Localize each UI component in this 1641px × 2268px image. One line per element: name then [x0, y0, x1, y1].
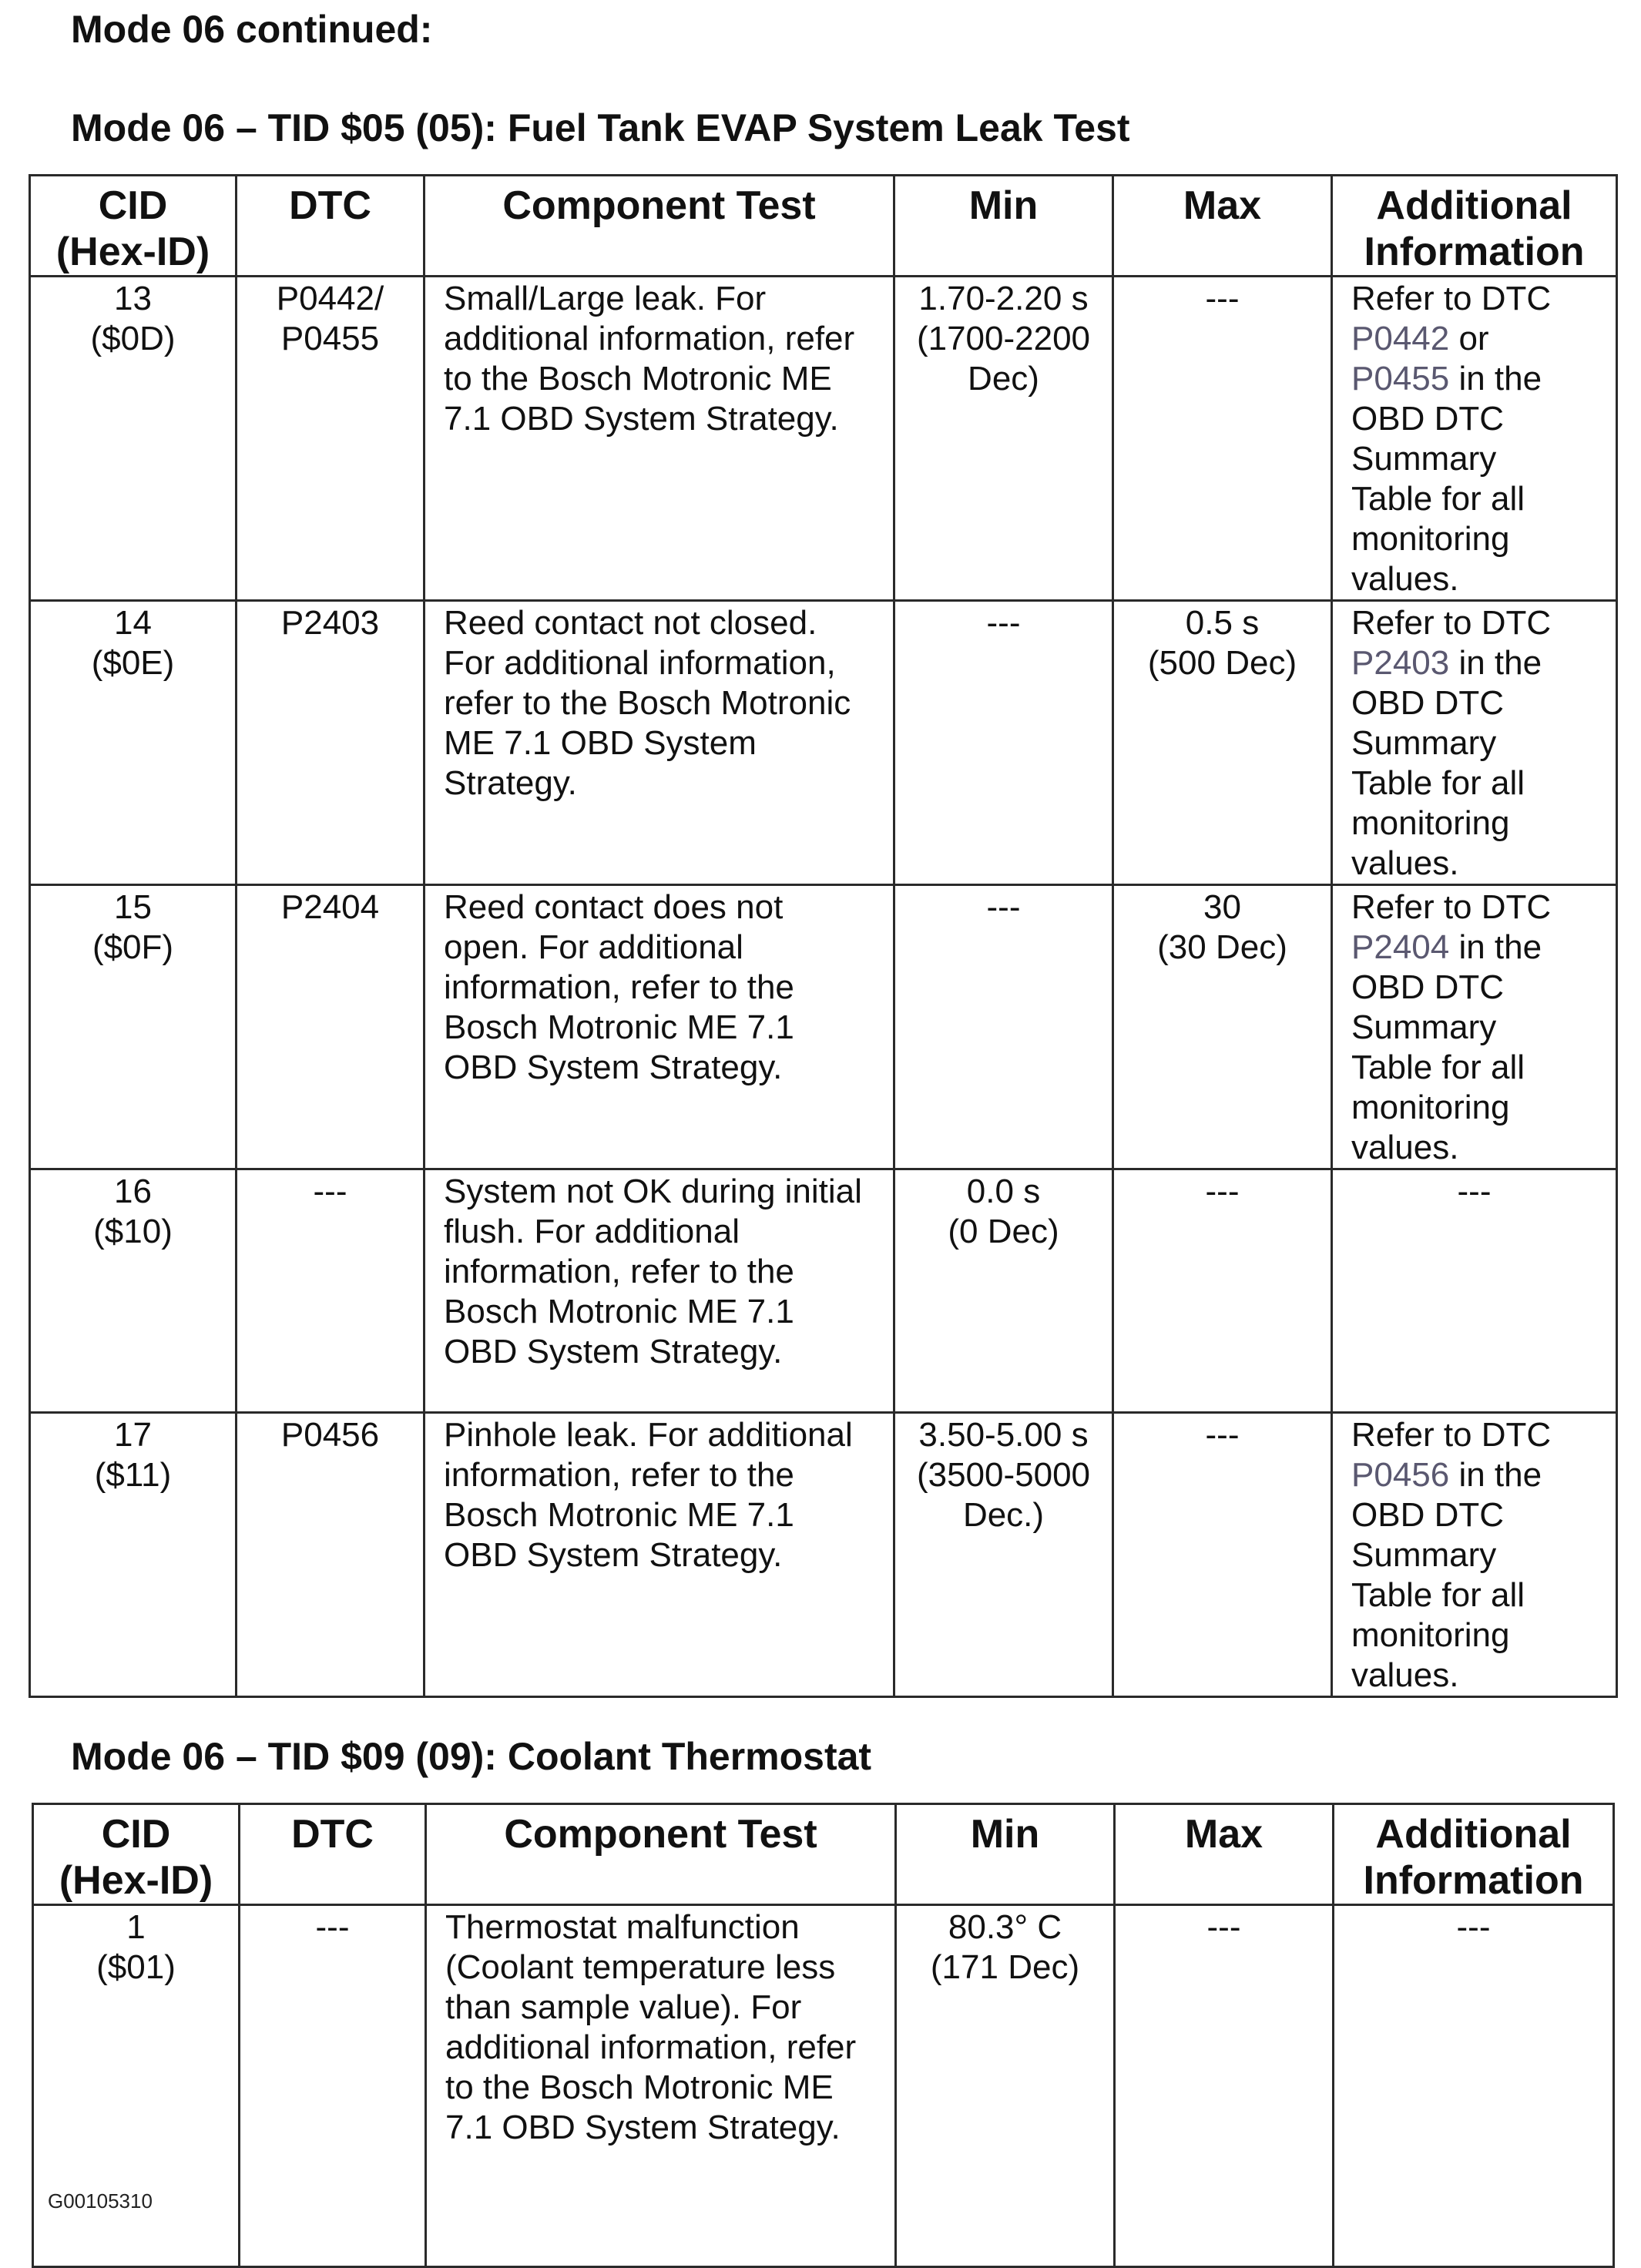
- cell-line: Bosch Motronic ME 7.1: [444, 1496, 794, 1534]
- cell-line: monitoring: [1351, 1616, 1510, 1654]
- info-code-line: [1351, 319, 1608, 359]
- info-lead: Refer to DTC: [1351, 280, 1552, 317]
- cell-line: Bosch Motronic ME 7.1: [444, 1293, 794, 1330]
- cell-cid: [30, 277, 237, 601]
- cell-line: ($01): [96, 1948, 176, 1986]
- cell-line: ---: [1205, 1416, 1240, 1454]
- column-header-info: [1332, 176, 1617, 277]
- column-header-cid: [30, 176, 237, 277]
- cell-line: 1.70-2.20 s: [918, 280, 1089, 317]
- info-joiner: in the: [1449, 928, 1542, 966]
- cell-min: [894, 885, 1113, 1169]
- cell-line: Summary: [1351, 724, 1497, 762]
- column-header-test: [426, 1804, 896, 1905]
- cell-max: [1115, 1905, 1334, 2267]
- cell-dtc: [240, 1905, 426, 2267]
- cell-test: [425, 277, 894, 601]
- cell-line: P2403: [280, 604, 380, 642]
- info-code-line: [1351, 928, 1608, 968]
- cell-line: Summary: [1351, 440, 1497, 478]
- info-joiner: in the: [1449, 644, 1542, 682]
- cell-line: 0.5 s: [1185, 604, 1260, 642]
- cell-line: DTC: [289, 183, 371, 228]
- page-title: Mode 06 continued:: [71, 8, 433, 51]
- cell-line: Summary: [1351, 1536, 1497, 1574]
- cell-line: (500 Dec): [1147, 644, 1297, 682]
- column-header-test: [425, 176, 894, 277]
- cell-min: [894, 1169, 1113, 1413]
- cell-line: ME 7.1 OBD System: [444, 724, 757, 762]
- dtc-code: P2403: [1351, 644, 1450, 682]
- cell-line: OBD DTC: [1351, 1496, 1504, 1534]
- cell-info: [1332, 885, 1617, 1169]
- cell-line: Additional: [1375, 1812, 1572, 1857]
- cell-line: 7.1 OBD System Strategy.: [444, 400, 839, 438]
- table-title: Mode 06 – TID $05 (05): Fuel Tank EVAP System Leak Test: [71, 106, 1130, 149]
- cell-line: 7.1 OBD System Strategy.: [445, 2109, 841, 2146]
- cell-line: OBD System Strategy.: [444, 1333, 783, 1371]
- cell-line: 0.0 s: [966, 1173, 1041, 1210]
- cell-line: additional information, refer: [444, 320, 855, 357]
- evap-leak-test-table: [29, 174, 1618, 1698]
- info-lead: Refer to DTC: [1351, 1416, 1552, 1454]
- info-code-line: [1351, 643, 1608, 683]
- info-code-line: [1351, 359, 1608, 399]
- cell-line: 15: [114, 888, 152, 926]
- cell-dtc: [237, 601, 425, 885]
- cell-line: values.: [1351, 1656, 1459, 1694]
- cell-line: Table for all: [1351, 480, 1525, 518]
- cell-info: [1332, 277, 1617, 601]
- cell-line: 1: [126, 1908, 146, 1946]
- cell-min: [894, 1413, 1113, 1697]
- cell-dtc: [237, 1169, 425, 1413]
- cell-line: ---: [986, 888, 1021, 926]
- cell-line: (30 Dec): [1157, 928, 1287, 966]
- cell-line: open. For additional: [444, 928, 743, 966]
- cell-line: 3.50-5.00 s: [918, 1416, 1089, 1454]
- cell-info: [1332, 601, 1617, 885]
- cell-line: ---: [315, 1908, 350, 1946]
- cell-line: Max: [1184, 1812, 1263, 1857]
- cell-line: ($11): [94, 1456, 172, 1494]
- cell-line: OBD System Strategy.: [444, 1048, 783, 1086]
- cell-line: information, refer to the: [444, 1253, 794, 1290]
- cell-line: information, refer to the: [444, 1456, 794, 1494]
- info-joiner: or: [1449, 320, 1489, 357]
- cell-line: (1700-2200: [916, 320, 1091, 357]
- cell-test: [425, 1169, 894, 1413]
- cell-min: [896, 1905, 1115, 2267]
- cell-max: [1113, 277, 1332, 601]
- cell-line: Max: [1183, 183, 1262, 228]
- column-header-min: [896, 1804, 1115, 1905]
- cell-line: to the Bosch Motronic ME: [445, 2068, 834, 2106]
- coolant-thermostat-table: [32, 1803, 1615, 2268]
- cell-test: [426, 1905, 896, 2267]
- cell-line: Thermostat malfunction: [445, 1908, 800, 1946]
- cell-line: Strategy.: [444, 764, 577, 802]
- cell-line: OBD DTC: [1351, 400, 1504, 438]
- cell-info: [1332, 1169, 1617, 1413]
- cell-line: Dec.): [962, 1496, 1045, 1534]
- cell-line: Table for all: [1351, 1576, 1525, 1614]
- cell-line: Bosch Motronic ME 7.1: [444, 1008, 794, 1046]
- cell-line: Summary: [1351, 1008, 1497, 1046]
- cell-line: 17: [114, 1416, 152, 1454]
- cell-line: 14: [114, 604, 152, 642]
- info-lead: Refer to DTC: [1351, 888, 1552, 926]
- cell-line: (171 Dec): [930, 1948, 1080, 1986]
- cell-line: Min: [968, 183, 1039, 228]
- dtc-code: P0456: [1351, 1456, 1450, 1494]
- cell-line: 13: [114, 280, 152, 317]
- cell-test: [425, 601, 894, 885]
- cell-line: CID: [101, 1812, 171, 1857]
- cell-line: P0442/: [276, 280, 384, 317]
- cell-line: ($10): [93, 1213, 173, 1250]
- dtc-code: P2404: [1351, 928, 1450, 966]
- column-header-max: [1113, 176, 1332, 277]
- info-code-line: [1351, 1455, 1608, 1495]
- cell-line: ($0F): [92, 928, 174, 966]
- cell-cid: [30, 885, 237, 1169]
- table-row: [30, 885, 1617, 1169]
- cell-line: System not OK during initial: [444, 1173, 862, 1210]
- cell-dtc: [237, 277, 425, 601]
- cell-line: values.: [1351, 560, 1459, 598]
- column-header-dtc: [240, 1804, 426, 1905]
- cell-line: values.: [1351, 1129, 1459, 1166]
- cell-test: [425, 1413, 894, 1697]
- cell-line: Small/Large leak. For: [444, 280, 767, 317]
- cell-line: Reed contact does not: [444, 888, 784, 926]
- column-header-info: [1334, 1804, 1614, 1905]
- table-row: [30, 601, 1617, 885]
- table-row: [30, 277, 1617, 601]
- cell-line: values.: [1351, 844, 1459, 882]
- table-row: [30, 1413, 1617, 1697]
- cell-line: monitoring: [1351, 1089, 1510, 1126]
- cell-min: [894, 277, 1113, 601]
- header-row: [30, 176, 1617, 277]
- cell-line: P0456: [280, 1416, 380, 1454]
- header-row: [33, 1804, 1614, 1905]
- table-title: Mode 06 – TID $09 (09): Coolant Thermostat: [71, 1735, 872, 1778]
- cell-dtc: [237, 1413, 425, 1697]
- cell-line: 16: [114, 1173, 152, 1210]
- cell-max: [1113, 601, 1332, 885]
- cell-info: [1332, 1413, 1617, 1697]
- cell-line: ---: [986, 604, 1021, 642]
- cell-line: ---: [313, 1173, 347, 1210]
- column-header-cid: [33, 1804, 240, 1905]
- cell-line: additional information, refer: [445, 2028, 857, 2066]
- cell-line: CID: [98, 183, 168, 228]
- info-lead: Refer to DTC: [1351, 604, 1552, 642]
- cell-line: Table for all: [1351, 1048, 1525, 1086]
- cell-line: (Coolant temperature less: [445, 1948, 836, 1986]
- cell-line: ---: [1206, 1908, 1241, 1946]
- cell-line: Dec): [968, 360, 1039, 398]
- cell-line: monitoring: [1351, 520, 1510, 558]
- cell-line: ---: [1205, 280, 1240, 317]
- column-header-max: [1115, 1804, 1334, 1905]
- cell-line: flush. For additional: [444, 1213, 740, 1250]
- cell-line: 30: [1203, 888, 1241, 926]
- cell-line: 80.3° C: [948, 1908, 1062, 1946]
- column-header-dtc: [237, 176, 425, 277]
- cell-line: Pinhole leak. For additional: [444, 1416, 853, 1454]
- cell-max: [1113, 1413, 1332, 1697]
- cell-max: [1113, 1169, 1332, 1413]
- cell-line: (Hex-ID): [55, 230, 210, 274]
- cell-line: Table for all: [1351, 764, 1525, 802]
- cell-line: P0455: [280, 320, 380, 357]
- table-row: [30, 1169, 1617, 1413]
- cell-line: Reed contact not closed.: [444, 604, 817, 642]
- cell-line: Additional: [1376, 183, 1572, 228]
- cell-line: (0 Dec): [948, 1213, 1059, 1250]
- column-header-min: [894, 176, 1113, 277]
- cell-cid: [30, 1413, 237, 1697]
- cell-line: (Hex-ID): [59, 1858, 213, 1903]
- cell-test: [425, 885, 894, 1169]
- cell-line: OBD System Strategy.: [444, 1536, 783, 1574]
- cell-line: OBD DTC: [1351, 684, 1504, 722]
- info-joiner: in the: [1449, 360, 1542, 398]
- cell-line: ($0D): [90, 320, 176, 357]
- cell-info: [1334, 1905, 1614, 2267]
- cell-min: [894, 601, 1113, 885]
- cell-line: OBD DTC: [1351, 968, 1504, 1006]
- cell-text: ---: [1456, 1908, 1491, 1946]
- cell-line: Information: [1364, 230, 1585, 274]
- info-joiner: in the: [1449, 1456, 1542, 1494]
- figure-id: G00105310: [48, 2189, 153, 2213]
- dtc-code: P0442: [1351, 320, 1450, 357]
- cell-line: (3500-5000: [916, 1456, 1091, 1494]
- cell-cid: [30, 601, 237, 885]
- cell-dtc: [237, 885, 425, 1169]
- cell-max: [1113, 885, 1332, 1169]
- cell-line: For additional information,: [444, 644, 836, 682]
- cell-line: refer to the Bosch Motronic: [444, 684, 851, 722]
- cell-text: ---: [1457, 1173, 1492, 1210]
- cell-line: Min: [970, 1812, 1040, 1857]
- cell-line: Component Test: [504, 1812, 817, 1857]
- cell-line: Information: [1363, 1858, 1584, 1903]
- cell-line: P2404: [280, 888, 380, 926]
- cell-line: ($0E): [91, 644, 175, 682]
- cell-line: than sample value). For: [445, 1988, 802, 2026]
- dtc-code: P0455: [1351, 360, 1450, 398]
- cell-cid: [30, 1169, 237, 1413]
- cell-line: monitoring: [1351, 804, 1510, 842]
- table-row: [33, 1905, 1614, 2267]
- cell-line: to the Bosch Motronic ME: [444, 360, 832, 398]
- cell-line: ---: [1205, 1173, 1240, 1210]
- cell-line: DTC: [291, 1812, 374, 1857]
- cell-line: information, refer to the: [444, 968, 794, 1006]
- cell-line: Component Test: [502, 183, 816, 228]
- cell-cid: [33, 1905, 240, 2267]
